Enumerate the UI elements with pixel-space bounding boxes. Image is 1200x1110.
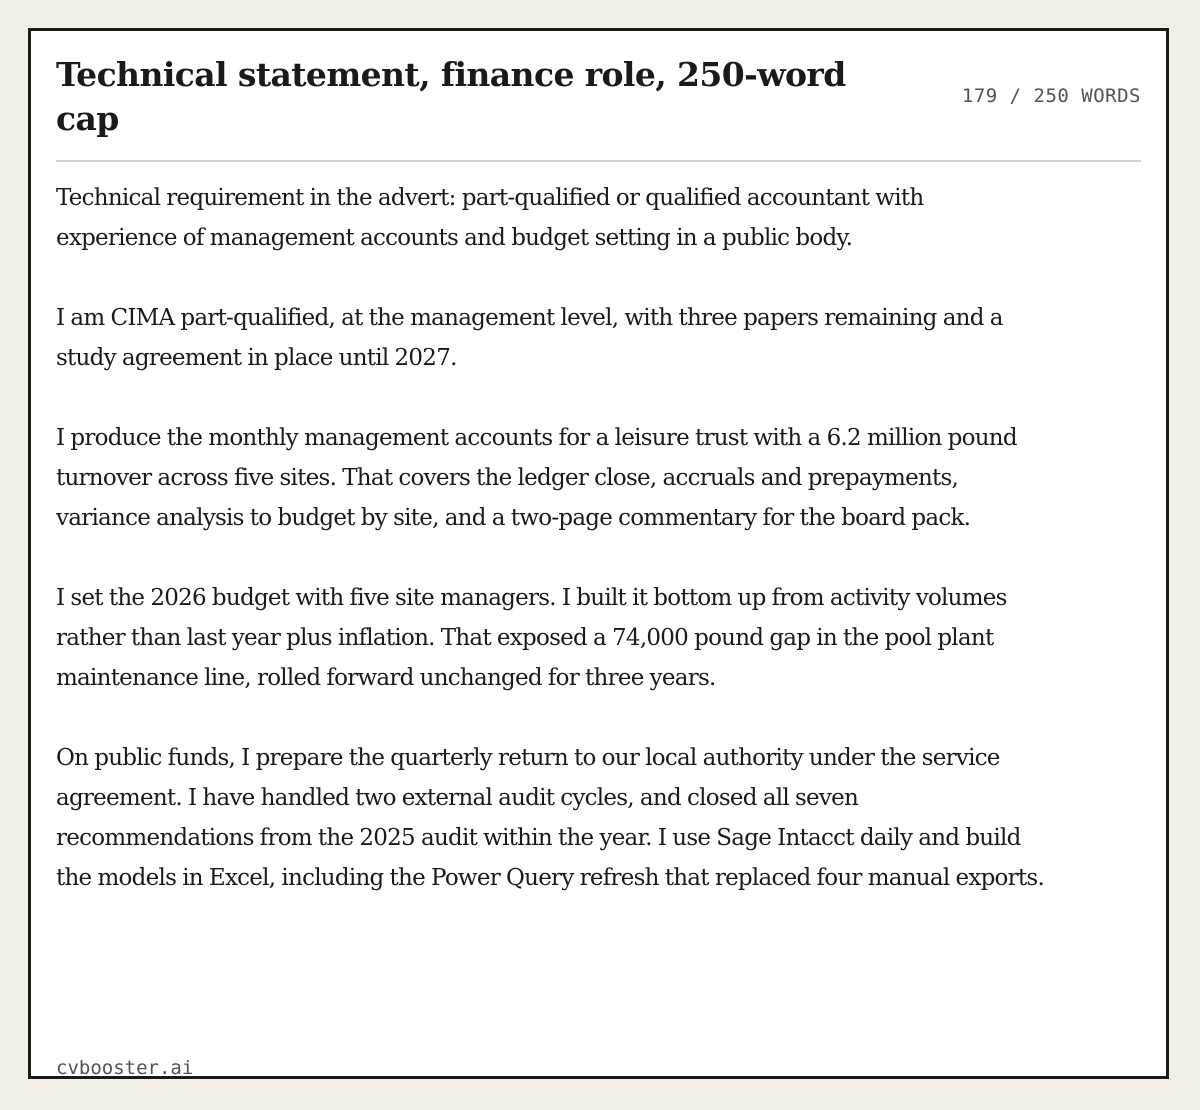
paragraph-budget: I set the 2026 budget with five site managers. I built it bottom up from activity volumes rather than last year plus inflation. That exposed a 74,000 pound gap in the pool plant maintenance line, rolled forward unchanged for three years.: [56, 585, 1007, 691]
page-title: Technical statement, finance role, 250-word cap: [56, 55, 846, 138]
word-count: 179 / 250 WORDS: [961, 85, 1141, 107]
card-header: [56, 53, 1141, 162]
statement-card: [28, 28, 1169, 1079]
brand-footer: cvbooster.ai: [56, 1057, 194, 1079]
paragraph-public-funds: On public funds, I prepare the quarterly return to our local authority under the service agreement. I have handled two external audit cycles, and closed all seven recommendations from the 2025 audit within the year. I use Sage Intacct daily and build the models in Excel, including the Power Query refresh that replaced four manual exports.: [56, 745, 1045, 891]
statement-body: [56, 178, 1046, 898]
paragraph-management-accounts: I produce the monthly management accounts for a leisure trust with a 6.2 million pound turnover across five sites. That covers the ledger close, accruals and prepayments, variance analysis to budget by site, and a two-page commentary for the board pack.: [56, 425, 1017, 531]
paragraph-requirement: Technical requirement in the advert: part-qualified or qualified accountant with experience of management accounts and budget setting in a public body.: [56, 185, 924, 251]
paragraph-qualification: I am CIMA part-qualified, at the management level, with three papers remaining and a study agreement in place until 2027.: [56, 305, 1003, 371]
